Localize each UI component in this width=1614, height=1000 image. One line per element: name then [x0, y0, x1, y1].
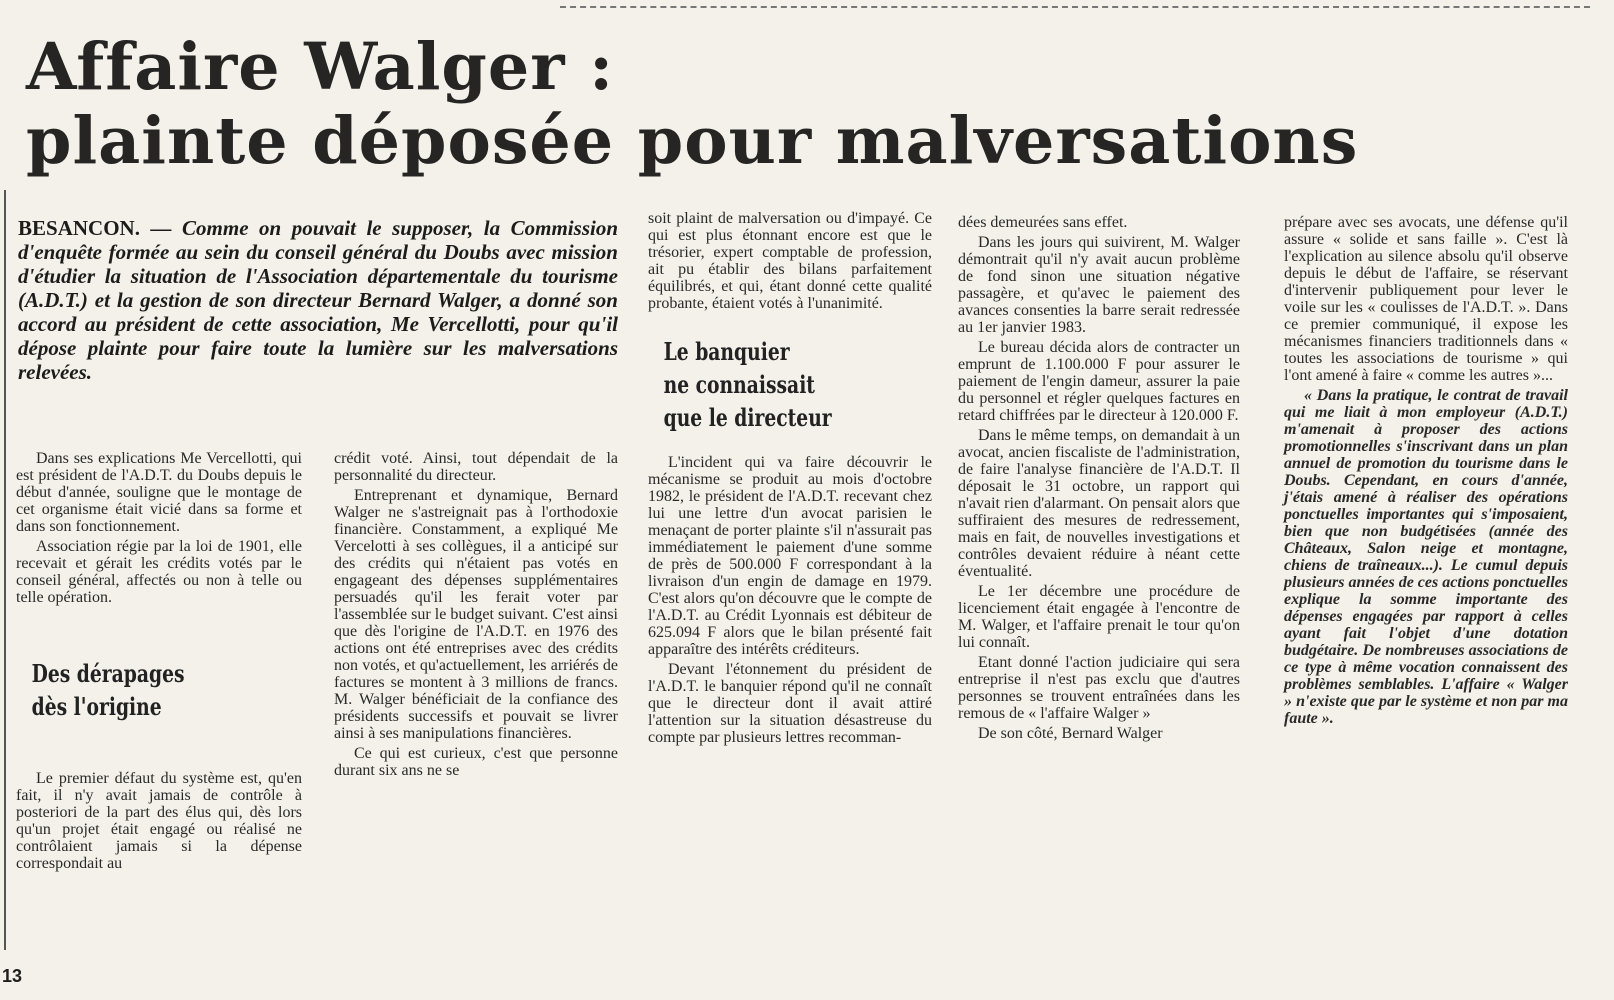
col4-paragraph: Le bureau décida alors de contracter un emprunt de 1.100.000 F pour assurer le paiement de l'engin dameur, assurer la paie du personnel et régler quelques factures en retard chiffrées par le directeur à 120.000 F. [958, 339, 1240, 424]
column-4 [958, 214, 1240, 745]
col3-paragraph: Devant l'étonnement du président de l'A.D.T. le banquier répond qu'il ne connaît que le directeur dont il avait attiré l'attention sur la situation désastreuse du compte par plusieurs lettres recomman- [648, 661, 932, 746]
subheading-banquier-2: ne connaissait [663, 370, 815, 399]
subheading-derapages-2: dès l'origine [31, 692, 162, 721]
page-number: 13 [2, 966, 23, 986]
lead-text: — Comme on pouvait le supposer, la Commission d'enquête formée au sein du conseil général du Doubs avec mission d'étudier la situation de l'Association départementale du tourisme (A.D.T.) et la gestion de son directeur Bernard Walger, a donné son accord au président de cette association, Me Vercellotti, pour qu'il dépose plainte pour faire toute la lumière sur les malversations relevées. [18, 216, 619, 384]
dateline: BESANCON. [18, 216, 140, 240]
column-1 [16, 450, 302, 875]
headline-line-1: Affaire Walger : [26, 29, 615, 105]
col2-paragraph: crédit voté. Ainsi, tout dépendait de la personnalité du directeur. [334, 450, 618, 484]
left-margin-rule [4, 190, 6, 950]
col4-paragraph: Le 1er décembre une procédure de licenciement était engagée à l'encontre de M. Walger, et l'affaire prenait le tour qu'on lui connaît. [958, 583, 1240, 651]
subheading-banquier-3: que le directeur [663, 403, 832, 432]
column-5 [1284, 214, 1568, 730]
col4-paragraph: Dans les jours qui suivirent, M. Walger démontrait qu'il n'y avait aucun problème de fond sinon une situation négative passagère, et qu'avec le paiement des avances consenties la barre serait redressée au 1er janvier 1983. [958, 234, 1240, 336]
article-headline [26, 30, 1526, 178]
headline-line-2: plainte déposée pour malversations [26, 103, 1359, 179]
col1-paragraph: Le premier défaut du système est, qu'en fait, il n'y avait jamais de contrôle à posteriori de la part des élus qui, dès lors qu'un projet était engagé ou réalisé ne contrôlaient jamais si la dépense correspondait au [16, 770, 302, 872]
column-2 [334, 450, 618, 782]
col5-quote-paragraph: « Dans la pratique, le contrat de travail qui me liait à mon employeur (A.D.T.) m'amenait à proposer des actions promotionnelles s'inscrivant dans un plan annuel de promotion du tourisme dans le Doubs. Cependant, en cours d'année, j'étais amené à réaliser des opérations ponctuelles importantes qui s'imposaient, bien que non budgétisées (année des Châteaux, Salon neige et montagne, chiens de traîneaux...). Le cumul depuis plusieurs années de ces actions ponctuelles explique la somme importante des dépenses engagées par rapport à celles ayant fait l'objet d'une dotation budgétaire. De nombreuses associations de ce type à même vocation connaissent des problèmes semblables. L'affaire « Walger » n'existe que par le système et non par ma faute ». [1284, 387, 1569, 727]
col4-paragraph: Etant donné l'action judiciaire qui sera entreprise il n'est pas exclu que d'autres personnes se trouvent entraînées dans les remous de « l'affaire Walger » [958, 654, 1240, 722]
col1-paragraph: Dans ses explications Me Vercellotti, qui est président de l'A.D.T. du Doubs depuis le début d'année, souligne que le montage de cet organisme était vicié dans sa forme et dans son fonctionnement. [16, 450, 302, 535]
col3-paragraph: soit plaint de malversation ou d'impayé. Ce qui est plus étonnant encore est que le trésorier, expert comptable de profession, ait pu établir des bilans parfaitement équilibrés, et qui, étant donné cette qualité probante, étaient votés à l'unanimité. [648, 210, 932, 312]
col4-paragraph: De son côté, Bernard Walger [978, 725, 1163, 742]
col1-paragraph: Association régie par la loi de 1901, elle recevait et gérait les crédits votés par le conseil général, affectés ou non à telle ou telle opération. [16, 538, 302, 606]
article-lead [18, 216, 618, 384]
col5-paragraph: prépare avec ses avocats, une défense qu'il assure « solide et sans faille ». C'est là l'explication au silence absolu qu'il observe depuis le début de l'affaire, se réservant d'intervenir publiquement pour lever le voile sur les « coulisses de l'A.D.T. ». Dans ce premier communiqué, il expose les mécanismes financiers traditionnels dans « toutes les associations de tourisme » qui l'ont amené à faire « comme les autres »... [1284, 214, 1568, 384]
column-3 [648, 210, 932, 749]
col4-paragraph: dées demeurées sans effet. [958, 214, 1128, 231]
subheading-banquier-1: Le banquier [663, 337, 790, 366]
col3-paragraph: L'incident qui va faire découvrir le mécanisme se produit au mois d'octobre 1982, le président de l'A.D.T. recevant chez lui une lettre d'un avocat parisien le menaçant de porter plainte s'il n'assurait pas immédiatement le paiement d'une somme de près de 500.000 F correspondant à la livraison d'un engin de damage en 1979. C'est alors qu'on découvre que le compte de l'A.D.T. au Crédit Lyonnais est débiteur de 625.094 F alors que le bilan présenté fait apparaître des intérêts créditeurs. [648, 454, 932, 658]
col2-paragraph: Entreprenant et dynamique, Bernard Walger ne s'astreignait pas à l'orthodoxie financière. Constamment, a expliqué Me Vercelotti à ses collègues, il a anticipé sur des crédits qui n'étaient pas votés en engageant des dépenses supplémentaires persuadés qu'il les ferait voter par l'assemblée sur le budget suivant. C'est ainsi que dès l'origine de l'A.D.T. en 1976 des actions ont été entreprises avec des crédits non votés, et qu'actuellement, les arriérés de factures se montent à 3 millions de francs. M. Walger bénéficiait de la confiance des présidents successifs et pouvait se livrer ainsi à ses manipulations financières. [334, 487, 618, 742]
col2-paragraph: Ce qui est curieux, c'est que personne durant six ans ne se [334, 745, 618, 779]
subheading-derapages-1: Des dérapages [31, 659, 185, 688]
col4-paragraph: Dans le même temps, on demandait à un avocat, ancien fiscaliste de l'administration, de faire l'analyse financière de l'A.D.T. Il déposait le 31 octobre, un rapport qui n'avait rien d'alarmant. On pensait alors que suffiraient des mesures de redressement, mais en fait, de nouvelles investigations et contrôles devaient réduire à néant cette éventualité. [958, 427, 1240, 580]
top-dashed-rule [560, 6, 1590, 8]
